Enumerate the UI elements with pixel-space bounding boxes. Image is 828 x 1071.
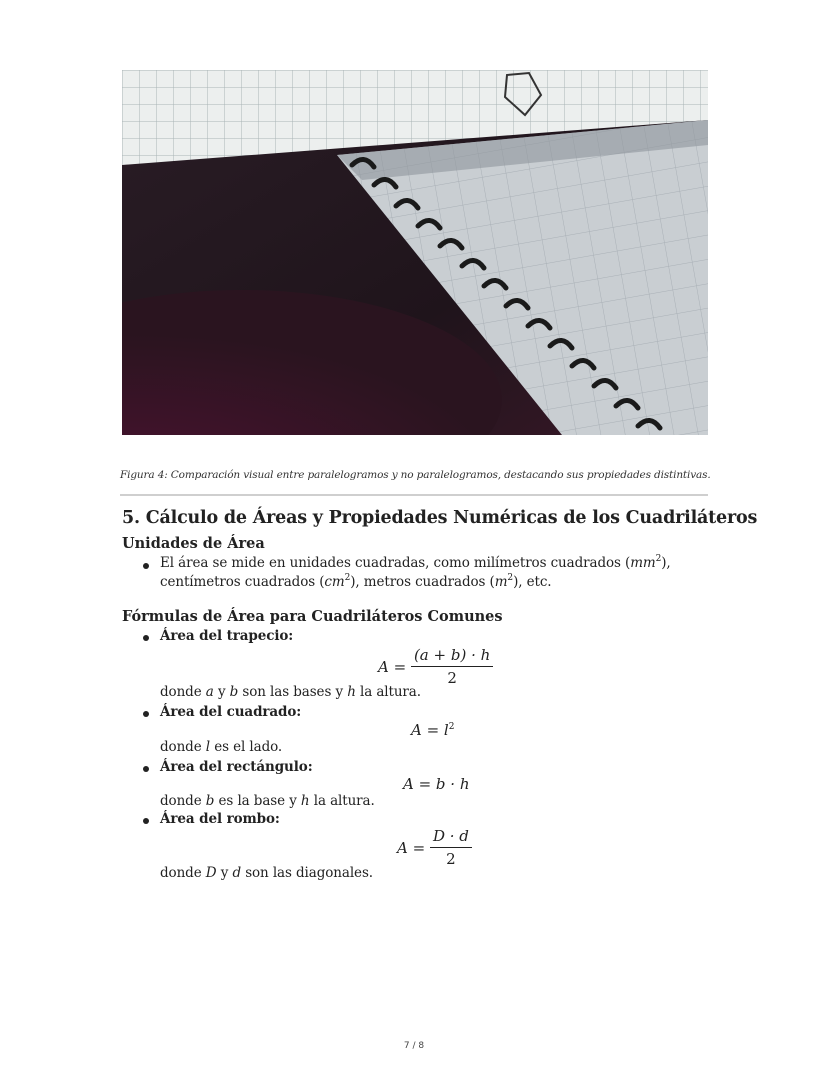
units-line-2: centímetros cuadrados $(cm^2)$, metros cuadrados $(m^2)$, etc. — [160, 573, 552, 590]
section-divider — [120, 494, 708, 496]
trapezoid-fraction: $\frac{(a + b) \cdot h}{2}$ — [411, 646, 493, 687]
trapezoid-note: donde a y b son las bases y h la altura. — [160, 684, 421, 700]
bullet-rectangle — [143, 766, 149, 772]
trapezoid-label: Área del trapecio: — [160, 628, 294, 644]
square-note: donde l es el lado. — [160, 739, 283, 755]
rhombus-fraction: $\frac{D \cdot d}{2}$ — [430, 827, 472, 868]
bullet-trapezoid — [143, 635, 149, 641]
figure-caption: Figura 4: Comparación visual entre paralelogramos y no paralelogramos, destacando sus propiedades distintivas. — [120, 469, 711, 481]
formulas-heading: Fórmulas de Área para Cuadriláteros Comunes — [122, 608, 503, 625]
square-label: Área del cuadrado: — [160, 704, 302, 720]
figure-photo — [122, 70, 708, 435]
section-title: 5. Cálculo de Áreas y Propiedades Numéricas de los Cuadriláteros — [122, 508, 758, 528]
bullet-units — [143, 563, 149, 569]
page-number: 7 / 8 — [403, 1041, 425, 1051]
rhombus-label: Área del rombo: — [160, 811, 280, 827]
bullet-square — [143, 711, 149, 717]
rhombus-note: donde D y d son las diagonales. — [160, 865, 373, 881]
rectangle-label: Área del rectángulo: — [160, 759, 313, 775]
units-heading: Unidades de Área — [122, 535, 265, 552]
trapezoid-formula: A = $\frac{(a + b) \cdot h}{2}$ — [378, 646, 493, 687]
rectangle-formula: A = b · h — [403, 775, 470, 793]
rectangle-note: donde b es la base y h la altura. — [160, 793, 375, 809]
bullet-rhombus — [143, 818, 149, 824]
square-formula: $A = l^2$ — [411, 721, 455, 739]
rhombus-formula: A = $\frac{D \cdot d}{2}$ — [397, 827, 472, 868]
units-line-1: El área se mide en unidades cuadradas, como milímetros cuadrados $(mm^2)$, — [160, 554, 671, 571]
